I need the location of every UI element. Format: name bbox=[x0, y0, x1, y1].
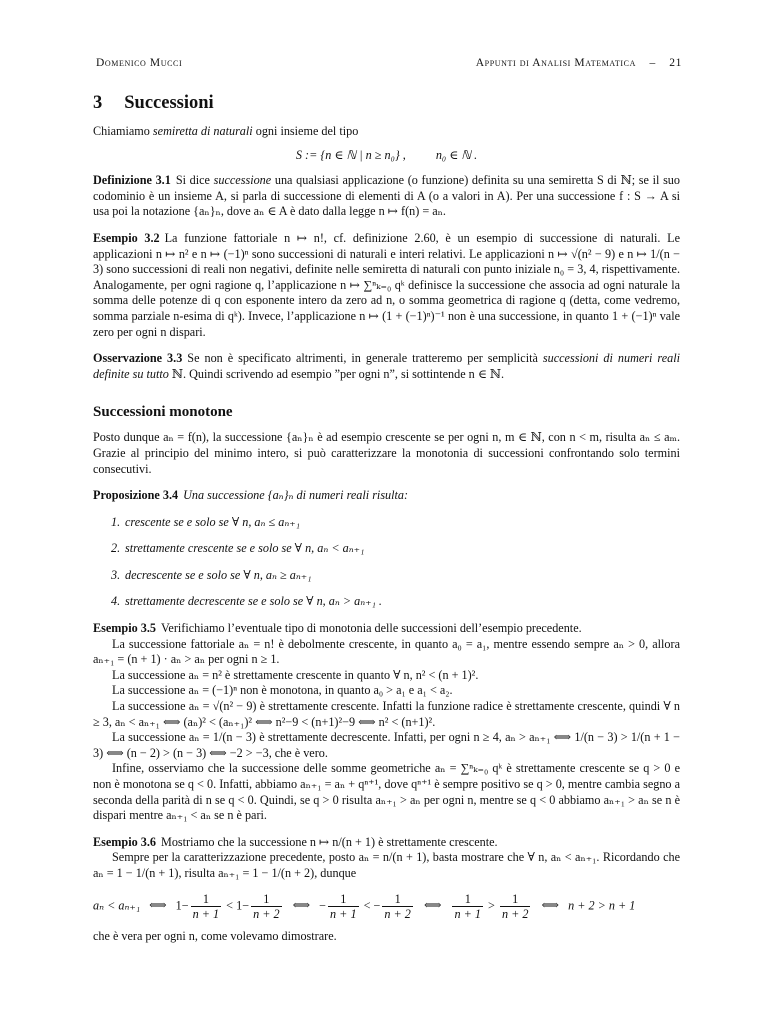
chain-last: n + 2 > n + 1 bbox=[568, 897, 636, 912]
lt-sign: < bbox=[363, 897, 371, 912]
proposition-text: Una successione {aₙ}ₙ di numeri reali risulta: bbox=[183, 488, 409, 503]
inequality-chain bbox=[93, 892, 680, 921]
example-label: Esempio 3.5 bbox=[93, 621, 156, 636]
page-body bbox=[93, 92, 680, 944]
list-item-text: decrescente se e solo se ∀ n, aₙ ≥ aₙ₊₁ bbox=[125, 567, 312, 582]
example-text: La funzione fattoriale n ↦ n!, cf. definizione 2.60, è un esempio di successione di naturali. Le applicazioni n ↦ n² e n ↦ (−1)ⁿ sono successioni di naturali e interi relativi. Le applicazioni n ↦ √(n² − 9) e n ↦ 1/(n − 3) sono successioni di reali non negativi, definite nelle semiretta di naturali con punto iniziale n₀ = 3, 4, rispettivamente. Analogamente, per ogni ragione q, l’applicazione n ↦ ∑ⁿₖ₌₀ qᵏ definisce la successione che associa ad ogni naturale la somma delle potenze di q con esponente intero da zero ad n, o somma geometrica di ragione q (detta, come vedremo, somma parziale n-esima di qᵏ). Invece, l’applicazione n ↦ (1 + (−1)ⁿ)⁻¹ non è una successione, in quanto 1 + (−1)ⁿ vale zero per ogni n dispari. bbox=[93, 230, 680, 339]
example-3-5-factorial: La successione fattoriale aₙ = n! è debolmente crescente, in quanto a₀ = a₁, mentre essendo sempre aₙ > 0, allora aₙ₊₁ = (n + 1) · aₙ > aₙ per ogni n ≥ 1. bbox=[93, 636, 680, 667]
section-title: Successioni bbox=[124, 93, 214, 113]
example-intro: Mostriamo che la successione n ↦ n/(n + 1) è strettamente crescente. bbox=[160, 834, 498, 849]
definition-emphasis: successione bbox=[213, 173, 272, 188]
example-3-5-reciprocal: La successione aₙ = 1/(n − 3) è strettamente decrescente. Infatti, per ogni n ≥ 4, aₙ > aₙ₊₁ ⟺ 1/(n − 3) > 1/(n + 1 − 3) ⟺ (n − 2) > (n − 3) ⟺ −2 > −3, che è vero. bbox=[93, 730, 680, 760]
fraction: $\frac{1}{n + 2}$ bbox=[253, 891, 280, 921]
observation-label: Osservazione 3.3 bbox=[93, 351, 183, 366]
header-dash: – bbox=[649, 57, 656, 69]
list-item-number: 3. bbox=[111, 567, 121, 582]
monotone-paragraph: Posto dunque aₙ = f(n), la successione {aₙ}ₙ è ad esempio crescente se per ogni n, m ∈ ℕ, con n < m, risulta aₙ ≤ aₘ. Grazie al principio del minimo intero, si può caratterizzare la monotonia di successioni confrontando solo termini consecutivi. bbox=[93, 430, 680, 476]
chain-one: 1 bbox=[175, 897, 182, 912]
list-item bbox=[111, 541, 680, 557]
minus-sign: − bbox=[373, 897, 381, 912]
definition-text-b: una qualsiasi applicazione (o funzione) definita su una semiretta S di ℕ; se il suo codominio è un insieme A, si parla di successione di elementi di A (o a valori in A). Per una successione f : S → A si usa poi la notazione {aₙ}ₙ, dove aₙ ∈ A è dato dalla legge n ↦ f(n) = aₙ. bbox=[93, 173, 680, 219]
list-item bbox=[111, 568, 680, 584]
example-intro: Verifichiamo l’eventuale tipo di monotonia delle successioni dell’esempio precedente. bbox=[160, 621, 582, 636]
definition-text-a: Si dice bbox=[175, 173, 214, 188]
fraction: $\frac{1}{n + 1}$ bbox=[330, 891, 357, 921]
fraction: $\frac{1}{n + 1}$ bbox=[454, 891, 481, 921]
header-right bbox=[466, 56, 682, 72]
header-author: Domenico Mucci bbox=[96, 57, 183, 69]
formula-condition: n₀ ∈ ℕ . bbox=[435, 147, 478, 162]
intro-text-end: ogni insieme del tipo bbox=[252, 124, 359, 138]
chain-one: 1 bbox=[236, 897, 243, 912]
observation-3-3 bbox=[93, 351, 680, 382]
proposition-3-4 bbox=[93, 488, 680, 504]
page-number: 21 bbox=[669, 57, 682, 69]
list-item-number: 1. bbox=[111, 514, 121, 529]
chain-lhs: aₙ < aₙ₊₁ bbox=[93, 897, 141, 912]
intro-text: Chiamiamo bbox=[93, 124, 153, 138]
list-item-text: strettamente decrescente se e solo se ∀ n, aₙ > aₙ₊₁ . bbox=[125, 594, 382, 609]
fraction: $\frac{1}{n + 2}$ bbox=[501, 891, 529, 921]
definition-label: Definizione 3.1 bbox=[93, 173, 171, 188]
intro-emphasis: semiretta di naturali bbox=[152, 124, 253, 138]
iff-symbol: ⟺ bbox=[423, 897, 442, 912]
intro-paragraph bbox=[93, 124, 680, 140]
observation-text-b: ℕ. Quindi scrivendo ad esempio ”per ogni n”, si sottintende n ∈ ℕ. bbox=[168, 366, 505, 381]
list-item-number: 4. bbox=[111, 594, 121, 609]
fraction: $\frac{1}{n + 1}$ bbox=[192, 891, 220, 921]
list-item-text: strettamente crescente se e solo se ∀ n, aₙ < aₙ₊₁ bbox=[125, 541, 365, 556]
iff-symbol: ⟺ bbox=[149, 897, 167, 912]
example-3-5-square: La successione aₙ = n² è strettamente crescente in quanto ∀ n, n² < (n + 1)². bbox=[112, 667, 479, 682]
list-item bbox=[111, 594, 680, 610]
example-3-6 bbox=[93, 835, 680, 851]
section-heading bbox=[93, 92, 680, 114]
minus-sign: − bbox=[319, 897, 327, 912]
example-3-2 bbox=[93, 231, 680, 340]
example-3-5-root: La successione aₙ = √(n² − 9) è strettamente crescente. Infatti la funzione radice è strettamente crescente, quindi ∀ n ≥ 3, aₙ < aₙ₊₁ ⟺ (aₙ)² < (aₙ₊₁)² ⟺ n²−9 < (n+1)²−9 ⟺ n² < (n+1)². bbox=[93, 699, 680, 729]
gt-sign: > bbox=[488, 897, 495, 912]
section-number: 3 bbox=[93, 93, 103, 113]
example-3-5 bbox=[93, 621, 680, 637]
minus-sign: − bbox=[181, 897, 189, 912]
example-label: Esempio 3.6 bbox=[93, 834, 156, 849]
example-3-6-body: Sempre per la caratterizzazione precedente, posto aₙ = n/(n + 1), basta mostrare che ∀ n, aₙ < aₙ₊₁. Ricordando che aₙ = 1 − 1/(n + 1), risulta aₙ₊₁ = 1 − 1/(n + 2), dunque bbox=[93, 850, 680, 880]
iff-symbol: ⟺ bbox=[292, 897, 311, 912]
formula-set: S := {n ∈ ℕ | n ≥ n₀} , bbox=[295, 147, 406, 162]
list-item bbox=[111, 515, 680, 531]
proposition-list bbox=[93, 515, 680, 610]
definition-3-1 bbox=[93, 173, 680, 220]
example-3-6-conclusion: che è vera per ogni n, come volevamo dimostrare. bbox=[93, 928, 337, 943]
minus-sign: − bbox=[242, 897, 250, 912]
proposition-label: Proposizione 3.4 bbox=[93, 488, 179, 503]
display-formula bbox=[93, 148, 680, 164]
observation-emphasis: successioni di numeri reali definite su tutto bbox=[93, 351, 680, 381]
list-item-text: crescente se e solo se ∀ n, aₙ ≤ aₙ₊₁ bbox=[125, 514, 300, 529]
fraction: $\frac{1}{n + 2}$ bbox=[384, 891, 411, 921]
observation-text-a: Se non è specificato altrimenti, in generale tratteremo per semplicità bbox=[187, 351, 543, 366]
example-3-5-geometric: Infine, osserviamo che la successione delle somme geometriche aₙ = ∑ⁿₖ₌₀ qᵏ è strettamente crescente se q > 0 e non è monotona se q < 0. Infatti, abbiamo aₙ₊₁ = aₙ + qⁿ⁺¹, dove qⁿ⁺¹ è sempre positivo se q > 0, mentre cambia segno a seconda della parità di n se q < 0. Quindi, se q > 0 risulta aₙ₊₁ > aₙ per ogni n, mentre se q < 0 abbiamo aₙ₊₁ > aₙ se n è dispari mentre aₙ₊₁ < aₙ se n è pari. bbox=[93, 761, 680, 823]
subsection-heading: Successioni monotone bbox=[93, 404, 233, 421]
example-3-5-alternating: La successione aₙ = (−1)ⁿ non è monotona, in quanto a₀ > a₁ e a₁ < a₂. bbox=[112, 683, 453, 698]
iff-symbol: ⟺ bbox=[541, 897, 560, 912]
header-title: Appunti di Analisi Matematica bbox=[475, 57, 636, 69]
example-label: Esempio 3.2 bbox=[93, 230, 160, 245]
lt-sign: < bbox=[226, 897, 234, 912]
list-item-number: 2. bbox=[111, 541, 121, 556]
